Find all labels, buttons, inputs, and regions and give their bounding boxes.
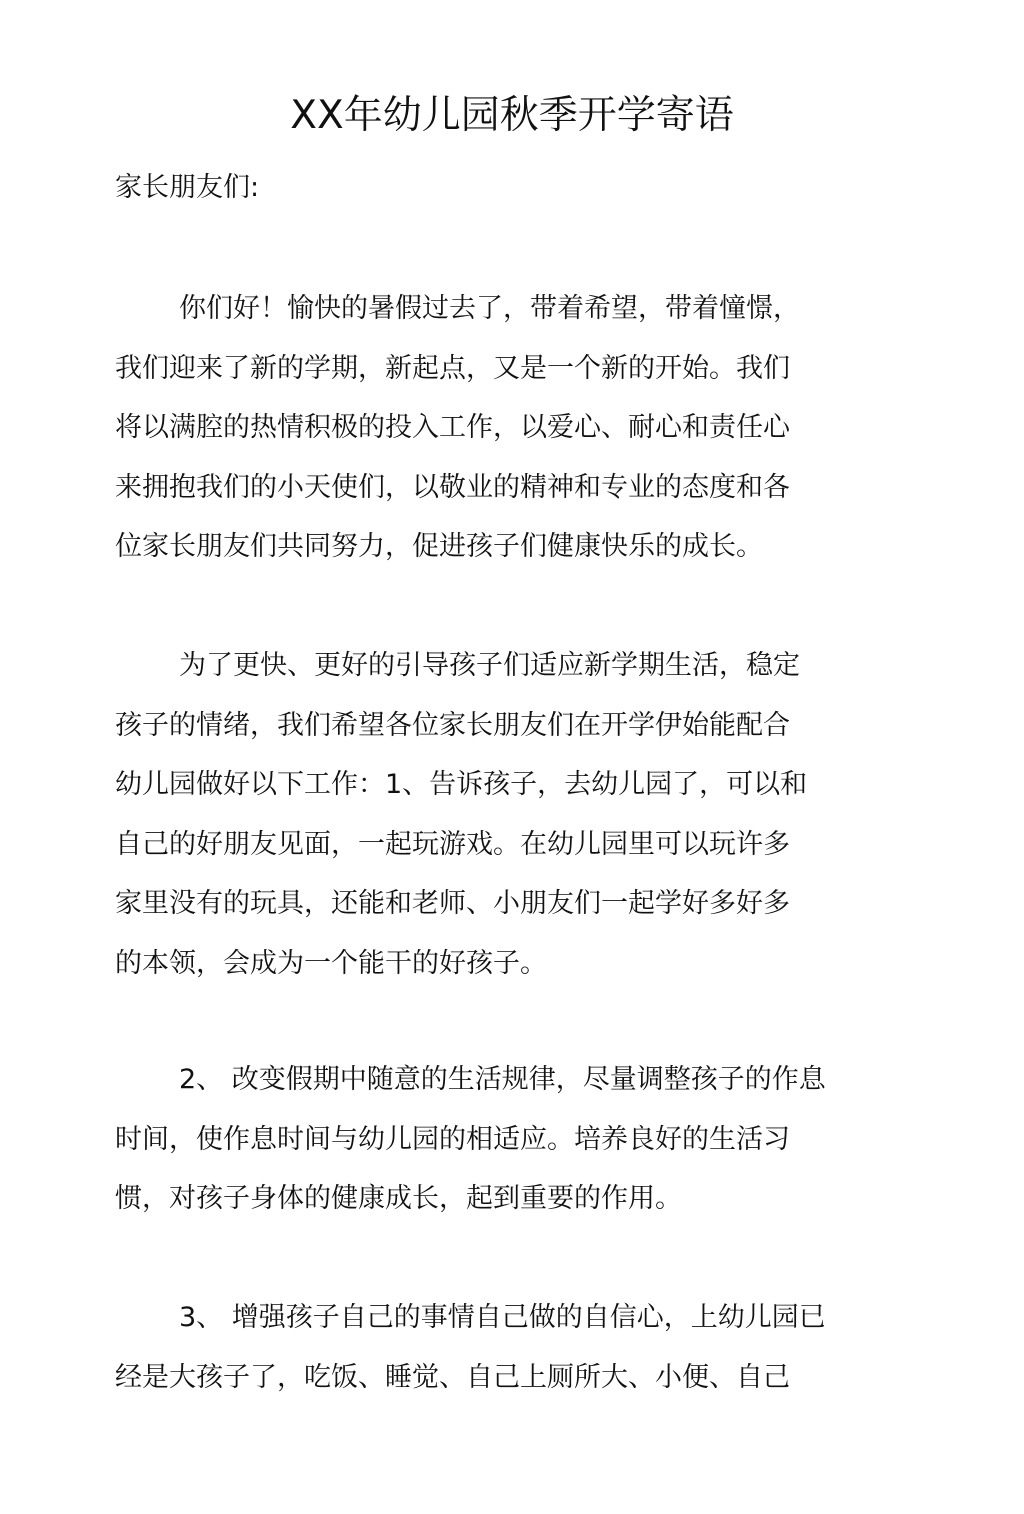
paragraph-line: 自己的好朋友见面，一起玩游戏。在幼儿园里可以玩许多 xyxy=(115,828,790,860)
paragraph-line: 来拥抱我们的小天使们，以敬业的精神和专业的态度和各 xyxy=(115,471,790,503)
paragraph-line: 惯，对孩子身体的健康成长，起到重要的作用。 xyxy=(115,1183,682,1214)
paragraph-item-2 xyxy=(115,1050,895,1229)
paragraph-line: 3、 增强孩子自己的事情自己做的自信心，上幼儿园已 xyxy=(179,1302,826,1333)
paragraph-line: 家里没有的玩具，还能和老师、小朋友们一起学好多好多 xyxy=(115,888,790,919)
paragraph-line: 幼儿园做好以下工作：1、告诉孩子，去幼儿园了，可以和 xyxy=(115,769,808,800)
paragraph-line: 的本领，会成为一个能干的好孩子。 xyxy=(115,947,547,979)
document-title: XX年幼儿园秋季开学寄语 xyxy=(290,93,734,138)
paragraph-item-3 xyxy=(115,1288,895,1407)
salutation: 家长朋友们: xyxy=(115,172,260,203)
paragraph-line: 你们好！愉快的暑假过去了，带着希望，带着憧憬， xyxy=(179,293,800,324)
paragraph-line: 我们迎来了新的学期，新起点，又是一个新的开始。我们 xyxy=(115,352,790,384)
paragraph-line: 时间，使作息时间与幼儿园的相适应。培养良好的生活习 xyxy=(115,1123,790,1155)
paragraph-line: 孩子的情绪，我们希望各位家长朋友们在开学伊始能配合 xyxy=(115,709,790,741)
paragraph-item-1 xyxy=(115,636,895,993)
paragraph-line: 位家长朋友们共同努力，促进孩子们健康快乐的成长。 xyxy=(115,531,763,562)
paragraph-line: 为了更快、更好的引导孩子们适应新学期生活，稳定 xyxy=(179,650,800,681)
paragraph-line: 2、 改变假期中随意的生活规律，尽量调整孩子的作息 xyxy=(179,1064,826,1095)
paragraph-line: 经是大孩子了，吃饭、睡觉、自己上厕所大、小便、自己 xyxy=(115,1361,790,1393)
paragraph-line: 将以满腔的热情积极的投入工作，以爱心、耐心和责任心 xyxy=(115,412,790,443)
paragraph-greeting xyxy=(115,279,895,577)
